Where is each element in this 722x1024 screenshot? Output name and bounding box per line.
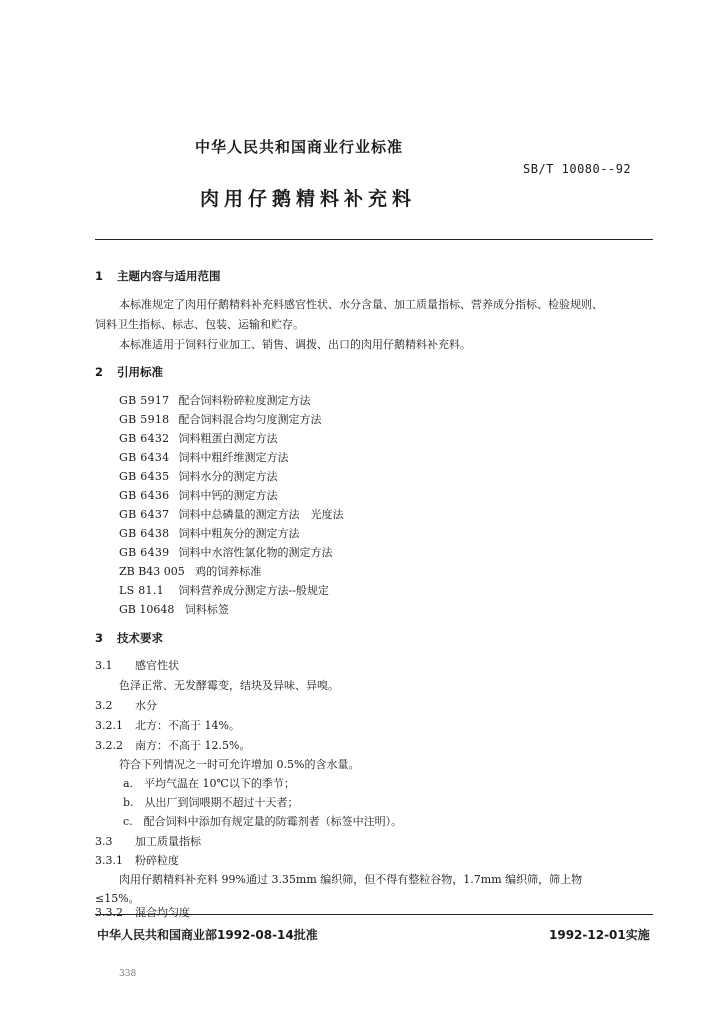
reference-code: GB 6432 [119, 432, 170, 445]
moisture-condition-a: a. 平均气温在 10℃以下的季节； [123, 777, 295, 790]
reference-item [119, 601, 229, 617]
subsection-number: 3.3 [95, 835, 113, 848]
section-1-paragraph-2: 本标准适用于饲料行业加工、销售、调拨、出口的肉用仔鹅精料补充料。 [119, 338, 471, 351]
section-1-heading [95, 268, 221, 284]
reference-code: GB 10648 [119, 603, 175, 616]
reference-code: GB 6438 [119, 527, 170, 540]
section-2-heading [95, 364, 163, 380]
subsection-3-2-heading [95, 697, 157, 713]
reference-item [119, 506, 344, 522]
reference-code: GB 6436 [119, 489, 170, 502]
subsection-title: 加工质量指标 [135, 835, 201, 848]
reference-item [119, 487, 278, 503]
subsection-number: 3.1 [95, 659, 113, 672]
reference-item [119, 411, 322, 427]
section-title: 引用标准 [117, 365, 163, 379]
section-1-paragraph-1-line-2: 饲料卫生指标、标志、包装、运输和贮存。 [95, 318, 304, 331]
moisture-condition-c: c. 配合饲料中添加有规定量的防霉剂者（标签中注明）。 [123, 815, 403, 828]
reference-name: 鸡的饲养标准 [195, 565, 262, 578]
approval-line: 中华人民共和国商业部1992-08-14批准 [97, 928, 318, 942]
reference-code: GB 5917 [119, 394, 170, 407]
reference-item [119, 392, 311, 408]
reference-code: GB 5918 [119, 413, 170, 426]
reference-name: 配合饲料混合均匀度测定方法 [178, 413, 322, 426]
reference-code: ZB B43 005 [119, 565, 185, 578]
reference-code: GB 6437 [119, 508, 170, 521]
reference-name: 饲料营养成分测定方法--般规定 [178, 584, 329, 597]
particle-size-line-1: 肉用仔鹅精料补充料 99%通过 3.35mm 编织筛，但不得有整粒谷物，1.7mm 编织筛，筛上物 [119, 873, 583, 886]
reference-item [119, 563, 261, 579]
section-title: 技术要求 [117, 631, 163, 645]
reference-name: 饲料粗蛋白测定方法 [178, 432, 278, 445]
reference-name: 配合饲料粉碎粒度测定方法 [178, 394, 311, 407]
document-title: 肉用仔鹅精料补充料 [200, 188, 417, 210]
reference-item [119, 430, 278, 446]
section-1-paragraph-1-line-1: 本标准规定了肉用仔鹅精料补充料感官性状、水分含量、加工质量指标、营养成分指标、检验规则、 [119, 298, 603, 311]
subsection-text: 南方：不高于 12.5%。 [135, 739, 251, 752]
reference-name: 饲料中总磷量的测定方法 光度法 [178, 508, 344, 521]
reference-code: GB 6434 [119, 451, 170, 464]
section-number: 2 [95, 365, 104, 379]
reference-code: LS 81.1 [119, 584, 164, 597]
subsection-title: 感官性状 [135, 659, 179, 672]
subsection-number: 3.2 [95, 699, 113, 712]
footer-divider [95, 914, 653, 915]
reference-code: GB 6439 [119, 546, 170, 559]
section-title: 主题内容与适用范围 [117, 269, 221, 283]
section-3-heading [95, 630, 163, 646]
moisture-condition-b: b. 从出厂到饲喂期不超过十天者； [123, 796, 299, 809]
subsection-number: 3.3.1 [95, 854, 123, 867]
page-number: 338 [119, 969, 137, 979]
subsection-3-3-2-heading [95, 904, 190, 920]
subsection-number: 3.3.2 [95, 906, 123, 919]
subsection-3-3-1-heading [95, 852, 179, 868]
reference-name: 饲料中粗纤维测定方法 [178, 451, 289, 464]
section-number: 3 [95, 631, 104, 645]
subsection-title: 粉碎粒度 [135, 854, 179, 867]
particle-size-line-2: ≤15%。 [95, 892, 140, 905]
section-number: 1 [95, 269, 104, 283]
reference-item [119, 525, 300, 541]
subsection-3-1-heading [95, 657, 179, 673]
issuing-organization: 中华人民共和国商业行业标准 [195, 138, 404, 156]
subsection-3-2-1 [95, 717, 240, 733]
reference-name: 饲料水分的测定方法 [178, 470, 278, 483]
subsection-title: 混合均匀度 [135, 906, 190, 919]
subsection-number: 3.2.1 [95, 719, 123, 732]
reference-item [119, 468, 278, 484]
moisture-condition-intro: 符合下列情况之一时可允许增加 0.5%的含水量。 [119, 758, 360, 771]
reference-item [119, 449, 289, 465]
reference-code: GB 6435 [119, 470, 170, 483]
standard-code: SB/T 10080--92 [523, 162, 632, 176]
subsection-3-2-2 [95, 737, 250, 753]
subsection-3-1-text: 色泽正常、无发酵霉变，结块及异味、异嗅。 [119, 679, 339, 692]
reference-name: 饲料中粗灰分的测定方法 [178, 527, 300, 540]
subsection-title: 水分 [135, 699, 157, 712]
subsection-3-3-heading [95, 833, 201, 849]
subsection-text: 北方：不高于 14%。 [135, 719, 240, 732]
header-divider [95, 239, 653, 240]
reference-item [119, 544, 333, 560]
subsection-number: 3.2.2 [95, 739, 123, 752]
reference-item [119, 582, 329, 598]
reference-name: 饲料中钙的测定方法 [178, 489, 278, 502]
effective-date: 1992-12-01实施 [549, 928, 650, 942]
reference-name: 饲料标签 [184, 603, 229, 616]
reference-name: 饲料中水溶性氯化物的测定方法 [178, 546, 333, 559]
